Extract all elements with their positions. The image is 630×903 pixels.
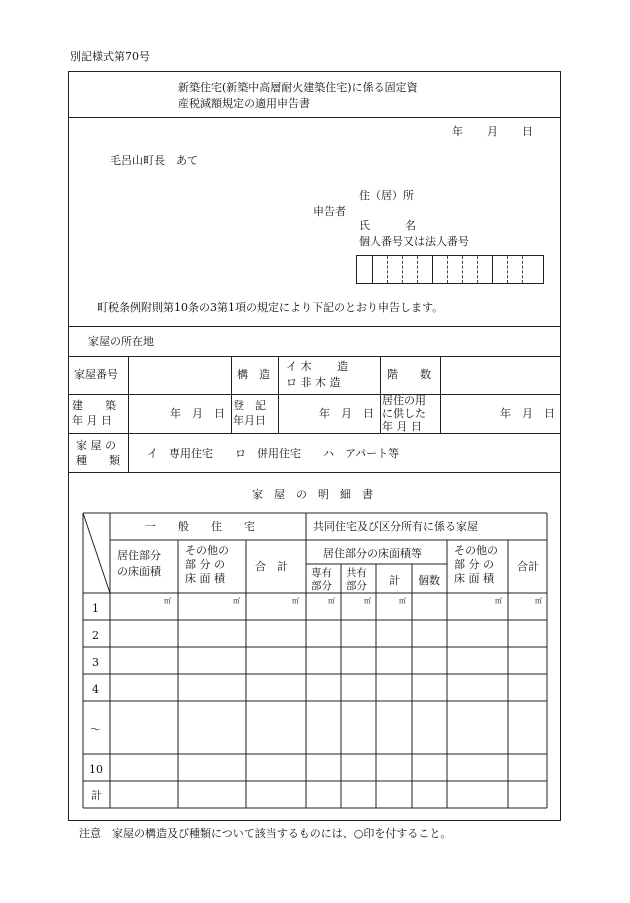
- title-line-1: 新築住宅(新築中高層耐火建築住宅)に係る固定資: [178, 81, 418, 94]
- resid-floor-area-label: 居住部分の床面積等: [323, 547, 422, 560]
- occupancy-date-label-2: に供した: [382, 407, 426, 420]
- declarant-name-label-2: 名: [405, 219, 416, 232]
- note: 注意 家屋の構造及び種類について該当するものには、○印を付すること。: [79, 827, 452, 840]
- house-type-label-1: 家 屋 の: [76, 439, 116, 452]
- resid-area-label-2: の床面積: [117, 565, 161, 578]
- unit-m2: ㎡: [233, 597, 240, 605]
- form-number: 別記様式第70号: [70, 50, 150, 63]
- floors-label: 階 数: [387, 368, 431, 381]
- general-total-label: 合 計: [255, 560, 288, 573]
- unit-m2: ㎡: [399, 597, 406, 605]
- general-housing-header: 一 般 住 宅: [145, 520, 255, 533]
- statement: 町税条例附則第10条の3第1項の規定により下記のとおり申告します。: [97, 301, 444, 314]
- shared-total-label: 合計: [517, 560, 539, 573]
- structure-label: 構 造: [237, 368, 270, 381]
- declarant-label: 申告者: [313, 205, 346, 218]
- row-label: 〜: [90, 723, 101, 736]
- other-area-label-3: 床 面 積: [185, 572, 225, 585]
- resid-area-label-1: 居住部分: [117, 549, 161, 562]
- structure-option-nonwood: ロ 非 木 造: [286, 376, 341, 389]
- row-label: 4: [92, 683, 99, 696]
- subtotal-label: 計: [389, 574, 400, 587]
- diagonal-line: [83, 513, 110, 593]
- shared-other-area-label-1: その他の: [454, 544, 498, 557]
- house-type-label-2: 種 類: [76, 454, 120, 467]
- row-label: 2: [92, 629, 99, 642]
- house-number-label: 家屋番号: [74, 368, 118, 381]
- declarant-name-label-1: 氏: [359, 219, 370, 232]
- unit-m2: ㎡: [535, 597, 542, 605]
- common-part-label-2: 部分: [346, 580, 367, 592]
- structure-option-wood: イ 木 造: [286, 360, 348, 373]
- row-label: 10: [89, 763, 103, 776]
- row-label: 1: [92, 602, 99, 615]
- addressee: 毛呂山町長 あて: [110, 154, 198, 167]
- registration-date-label-2: 年月日: [233, 414, 266, 427]
- exclusive-part-label-2: 部分: [311, 580, 332, 592]
- built-date-ymd: 年 月 日: [170, 407, 225, 420]
- row-label: 計: [91, 789, 102, 802]
- date-year: 年: [452, 125, 463, 138]
- exclusive-part-label-1: 専有: [311, 567, 332, 579]
- registration-date-ymd: 年 月 日: [319, 407, 374, 420]
- declarant-address-label: 住（居）所: [359, 189, 414, 202]
- other-area-label-1: その他の: [185, 544, 229, 557]
- unit-m2: ㎡: [364, 597, 371, 605]
- unit-m2: ㎡: [495, 597, 502, 605]
- title-line-2: 産税減額規定の適用申告書: [178, 97, 310, 110]
- registration-date-label-1: 登 記: [233, 399, 266, 412]
- location-label: 家屋の所在地: [88, 335, 154, 348]
- date-month: 月: [487, 125, 498, 138]
- unit-m2: ㎡: [292, 597, 299, 605]
- other-area-label-2: 部 分 の: [185, 558, 225, 571]
- unit-m2: ㎡: [164, 597, 171, 605]
- unit-m2: ㎡: [328, 597, 335, 605]
- details-heading: 家 屋 の 明 細 書: [252, 488, 373, 501]
- common-part-label-1: 共有: [346, 567, 367, 579]
- shared-housing-header: 共同住宅及び区分所有に係る家屋: [313, 520, 478, 533]
- occupancy-date-label-3: 年 月 日: [382, 420, 422, 433]
- unit-count-label: 個数: [418, 574, 440, 587]
- row-label: 3: [92, 656, 99, 669]
- built-date-label-1: 建 築: [72, 399, 116, 412]
- shared-other-area-label-3: 床 面 積: [454, 572, 494, 585]
- built-date-label-2: 年 月 日: [72, 414, 112, 427]
- declarant-id-label: 個人番号又は法人番号: [359, 235, 469, 248]
- shared-other-area-label-2: 部 分 の: [454, 558, 494, 571]
- occupancy-date-label-1: 居住の用: [382, 394, 426, 407]
- date-day: 日: [522, 125, 533, 138]
- occupancy-date-ymd: 年 月 日: [500, 407, 555, 420]
- house-type-options: イ 専用住宅 ロ 併用住宅 ハ アパート等: [147, 447, 400, 460]
